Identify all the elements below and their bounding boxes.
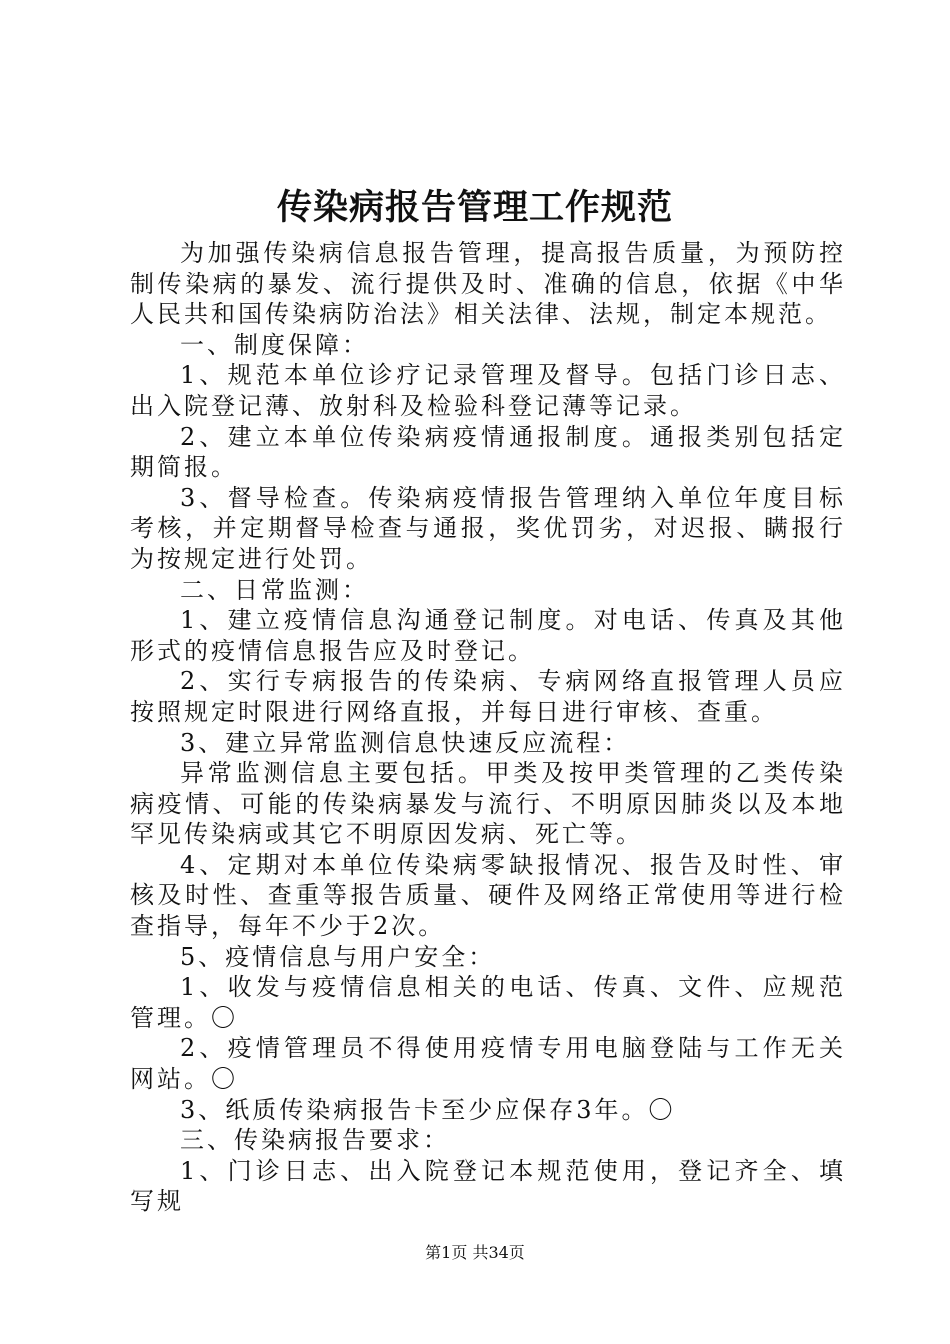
- paragraph-intro: 为加强传染病信息报告管理，提高报告质量，为预防控制传染病的暴发、流行提供及时、准确的信息，依据《中华人民共和国传染病防治法》相关法律、法规，制定本规范。: [130, 239, 846, 329]
- paragraph: 1、门诊日志、出入院登记本规范使用，登记齐全、填写规: [130, 1156, 846, 1216]
- paragraph: 3、建立异常监测信息快速反应流程：: [180, 728, 631, 757]
- paragraph: 1、收发与疫情信息相关的电话、传真、文件、应规范管理。〇: [130, 973, 846, 1032]
- page-footer: 第1页 共34页: [425, 1243, 525, 1262]
- paragraph: 1、建立疫情信息沟通登记制度。对电话、传真及其他形式的疫情信息报告应及时登记。: [130, 606, 846, 665]
- section-heading-2: 二、日常监测：: [180, 575, 369, 604]
- section-heading-3: 三、传染病报告要求：: [180, 1126, 450, 1155]
- paragraph: 2、实行专病报告的传染病、专病网络直报管理人员应按照规定时限进行网络直报，并每日进行审核、查重。: [130, 667, 846, 726]
- paragraph: 3、督导检查。传染病疫情报告管理纳入单位年度目标考核，并定期督导检查与通报，奖优罚劣，对迟报、瞒报行为按规定进行处罚。: [130, 483, 846, 573]
- paragraph: 1、规范本单位诊疗记录管理及督导。包括门诊日志、出入院登记薄、放射科及检验科登记薄等记录。: [130, 361, 846, 420]
- paragraph: 4、定期对本单位传染病零缺报情况、报告及时性、审核及时性、查重等报告质量、硬件及网络正常使用等进行检查指导，每年不少于2次。: [130, 850, 846, 941]
- paragraph: 3、纸质传染病报告卡至少应保存3年。〇: [180, 1095, 676, 1124]
- document-body: [130, 238, 846, 1217]
- paragraph: 异常监测信息主要包括。甲类及按甲类管理的乙类传染病疫情、可能的传染病暴发与流行、不明原因肺炎以及本地罕见传染病或其它不明原因发病、死亡等。: [130, 759, 846, 849]
- section-heading-1: 一、制度保障：: [180, 330, 369, 359]
- document-title: 传染病报告管理工作规范: [276, 187, 673, 228]
- paragraph: 2、建立本单位传染病疫情通报制度。通报类别包括定期简报。: [130, 422, 846, 482]
- paragraph: 2、疫情管理员不得使用疫情专用电脑登陆与工作无关网站。〇: [130, 1034, 846, 1094]
- paragraph: 5、疫情信息与用户安全：: [180, 942, 496, 971]
